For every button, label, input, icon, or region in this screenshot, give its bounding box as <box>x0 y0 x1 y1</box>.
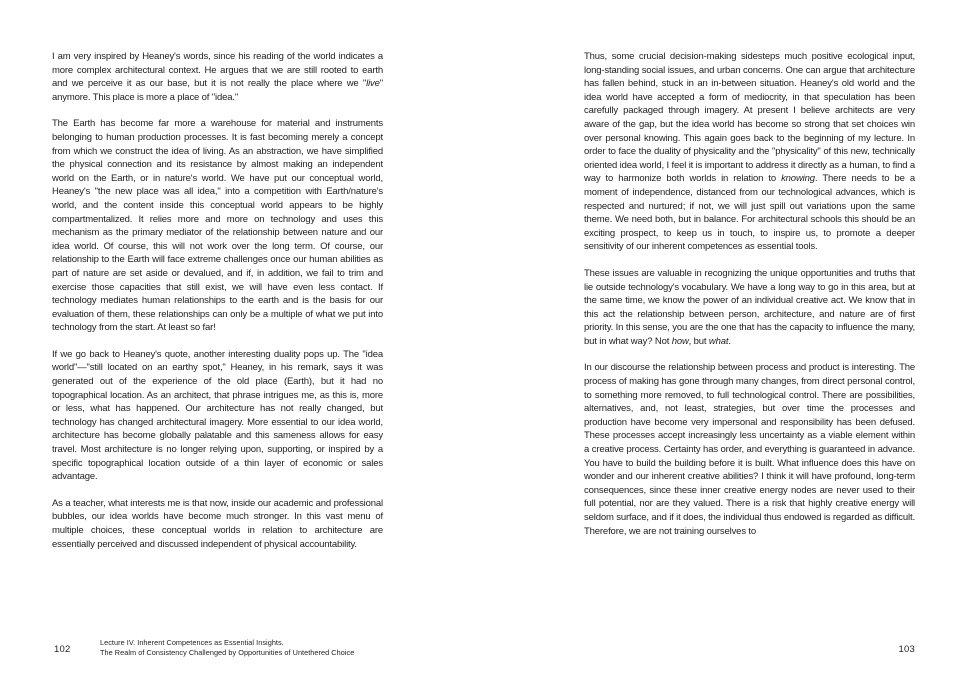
paragraph: Thus, some crucial decision-making sidesteps much positive ecological input, long-standing social issues, and urban concerns. One can argue that architecture has fallen behind, stuck in an in-between situation. Heaney's old world and the idea world have accepted a form of mediocrity, in that speculation has been carefully packaged through imagery. At present I believe architects are very aware of the gap, but the idea world has become so strong that set choices win over personal knowing. This again goes back to the beginning of my lecture. In order to face the duality of physicality and the "physicality" of this new, technically oriented idea world, I feel it is important to address it directly as a human, to find a way to harmonize both worlds in relation to knowing. There needs to be a moment of independence, distanced from our technological advances, which is respected and nurtured; if not, we will just spill out variations upon the same theme. We need both, but in balance. For architectural schools this should be an exciting prospect, to keep us in touch, to inspire us, to promote a deeper sensitivity of our inherent competences as essential tools. <box>584 51 915 253</box>
paragraph: In our discourse the relationship between process and product is interesting. The process of making has gone through many changes, from direct personal control, to something more removed, to full technological control. There are possibilities, alternatives, and, not least, strategies, but over time the processes and production have become very impersonal and responsibility has been defused. These processes accept increasingly less uncertainty as a viable element within a creative process. Certainty has order, and everything is guaranteed in advance. You have to build the building before it is built. What influence does this have on wonder and our inherent creative abilities? I think it will have profound, long-term consequences, since these inner creative energy nodes are never used to their full potential, nor are they valued. There is a risk that highly creative energy will seldom surface, and if it does, the individual thus endowed is regarded as difficult. Therefore, we are not training ourselves to <box>584 362 915 537</box>
footer-caption-line1: Lecture IV. Inherent Competences as Essential Insights. <box>100 638 284 647</box>
page-number-right: 103 <box>898 644 915 655</box>
paragraph: The Earth has become far more a warehouse for material and instruments belonging to human production processes. It is fast becoming merely a concept from which we construct the idea of living. As an abstraction, we have simplified the physical connection and its resistance by almost making an independent world on the Earth, or in nature's world. We have put our conceptual world, Heaney's "the new place was all idea," into a competition with Earth/nature's world, and the content inside this conceptual world appears to be highly compartmentalized. It relies more and more on technology and uses this mechanism as the primary mediator of the relationship between nature and our idea world. Of course, this will not work over the long term. Of course, our relationship to the Earth will face extreme challenges once our human abilities as part of nature are set aside or devalued, and if, in addition, we fail to trim and exercise those capacities that still exist, we will have even less contact. If technology mediates human relationships to the earth and is the basis for our evaluation of them, these relationships can only be a multiple of what we put into technology from the start. At least so far! <box>52 118 383 334</box>
paragraph: I am very inspired by Heaney's words, since his reading of the world indicates a more complex architectural context. He argues that we are still rooted to earth and we perceive it as our base, but it is not really the place where we "live" anymore. This place is more a place of "idea." <box>52 51 383 103</box>
paragraph: As a teacher, what interests me is that now, inside our academic and professional bubbles, our idea worlds have become much stronger. In this vast menu of multiple choices, these conceptual worlds in relation to architecture are essentially perceived and discussed independent of physical accountability. <box>52 497 383 550</box>
footer-caption <box>100 638 354 658</box>
footer-caption-line2: The Realm of Consistency Challenged by Opportunities of Untethered Choice <box>100 647 355 657</box>
paragraph: These issues are valuable in recognizing the unique opportunities and truths that lie outside technology's vocabulary. We have a long way to go in this area, but at the same time, we know the power of an individual creative act. We know that in this act the relationship between person, architecture, and nature are of first priority. In this sense, you are the one that has the capacity to influence the many, but in what way? Not how, but what. <box>584 267 915 347</box>
page-number-left: 102 <box>54 644 71 655</box>
right-page-text-column <box>584 50 915 551</box>
left-page-text-column <box>52 50 383 564</box>
paragraph: If we go back to Heaney's quote, another interesting duality pops up. The "idea world"—"still located on an earthy spot," Heaney, in his remark, says it was generated out of the experience of the old place (Earth), but it had no topographical location. As an architect, that phrase intrigues me, as this is, more or less, what has happened. Our architecture has not really changed, but technology has changed architectural imagery. More essential to our idea world, architecture has become globally palatable and this sameness allows for easy travel. Most architecture is no longer relying upon, supporting, or inspired by a specific topographical location outside of a thin layer of economic or sales advantage. <box>52 348 383 483</box>
